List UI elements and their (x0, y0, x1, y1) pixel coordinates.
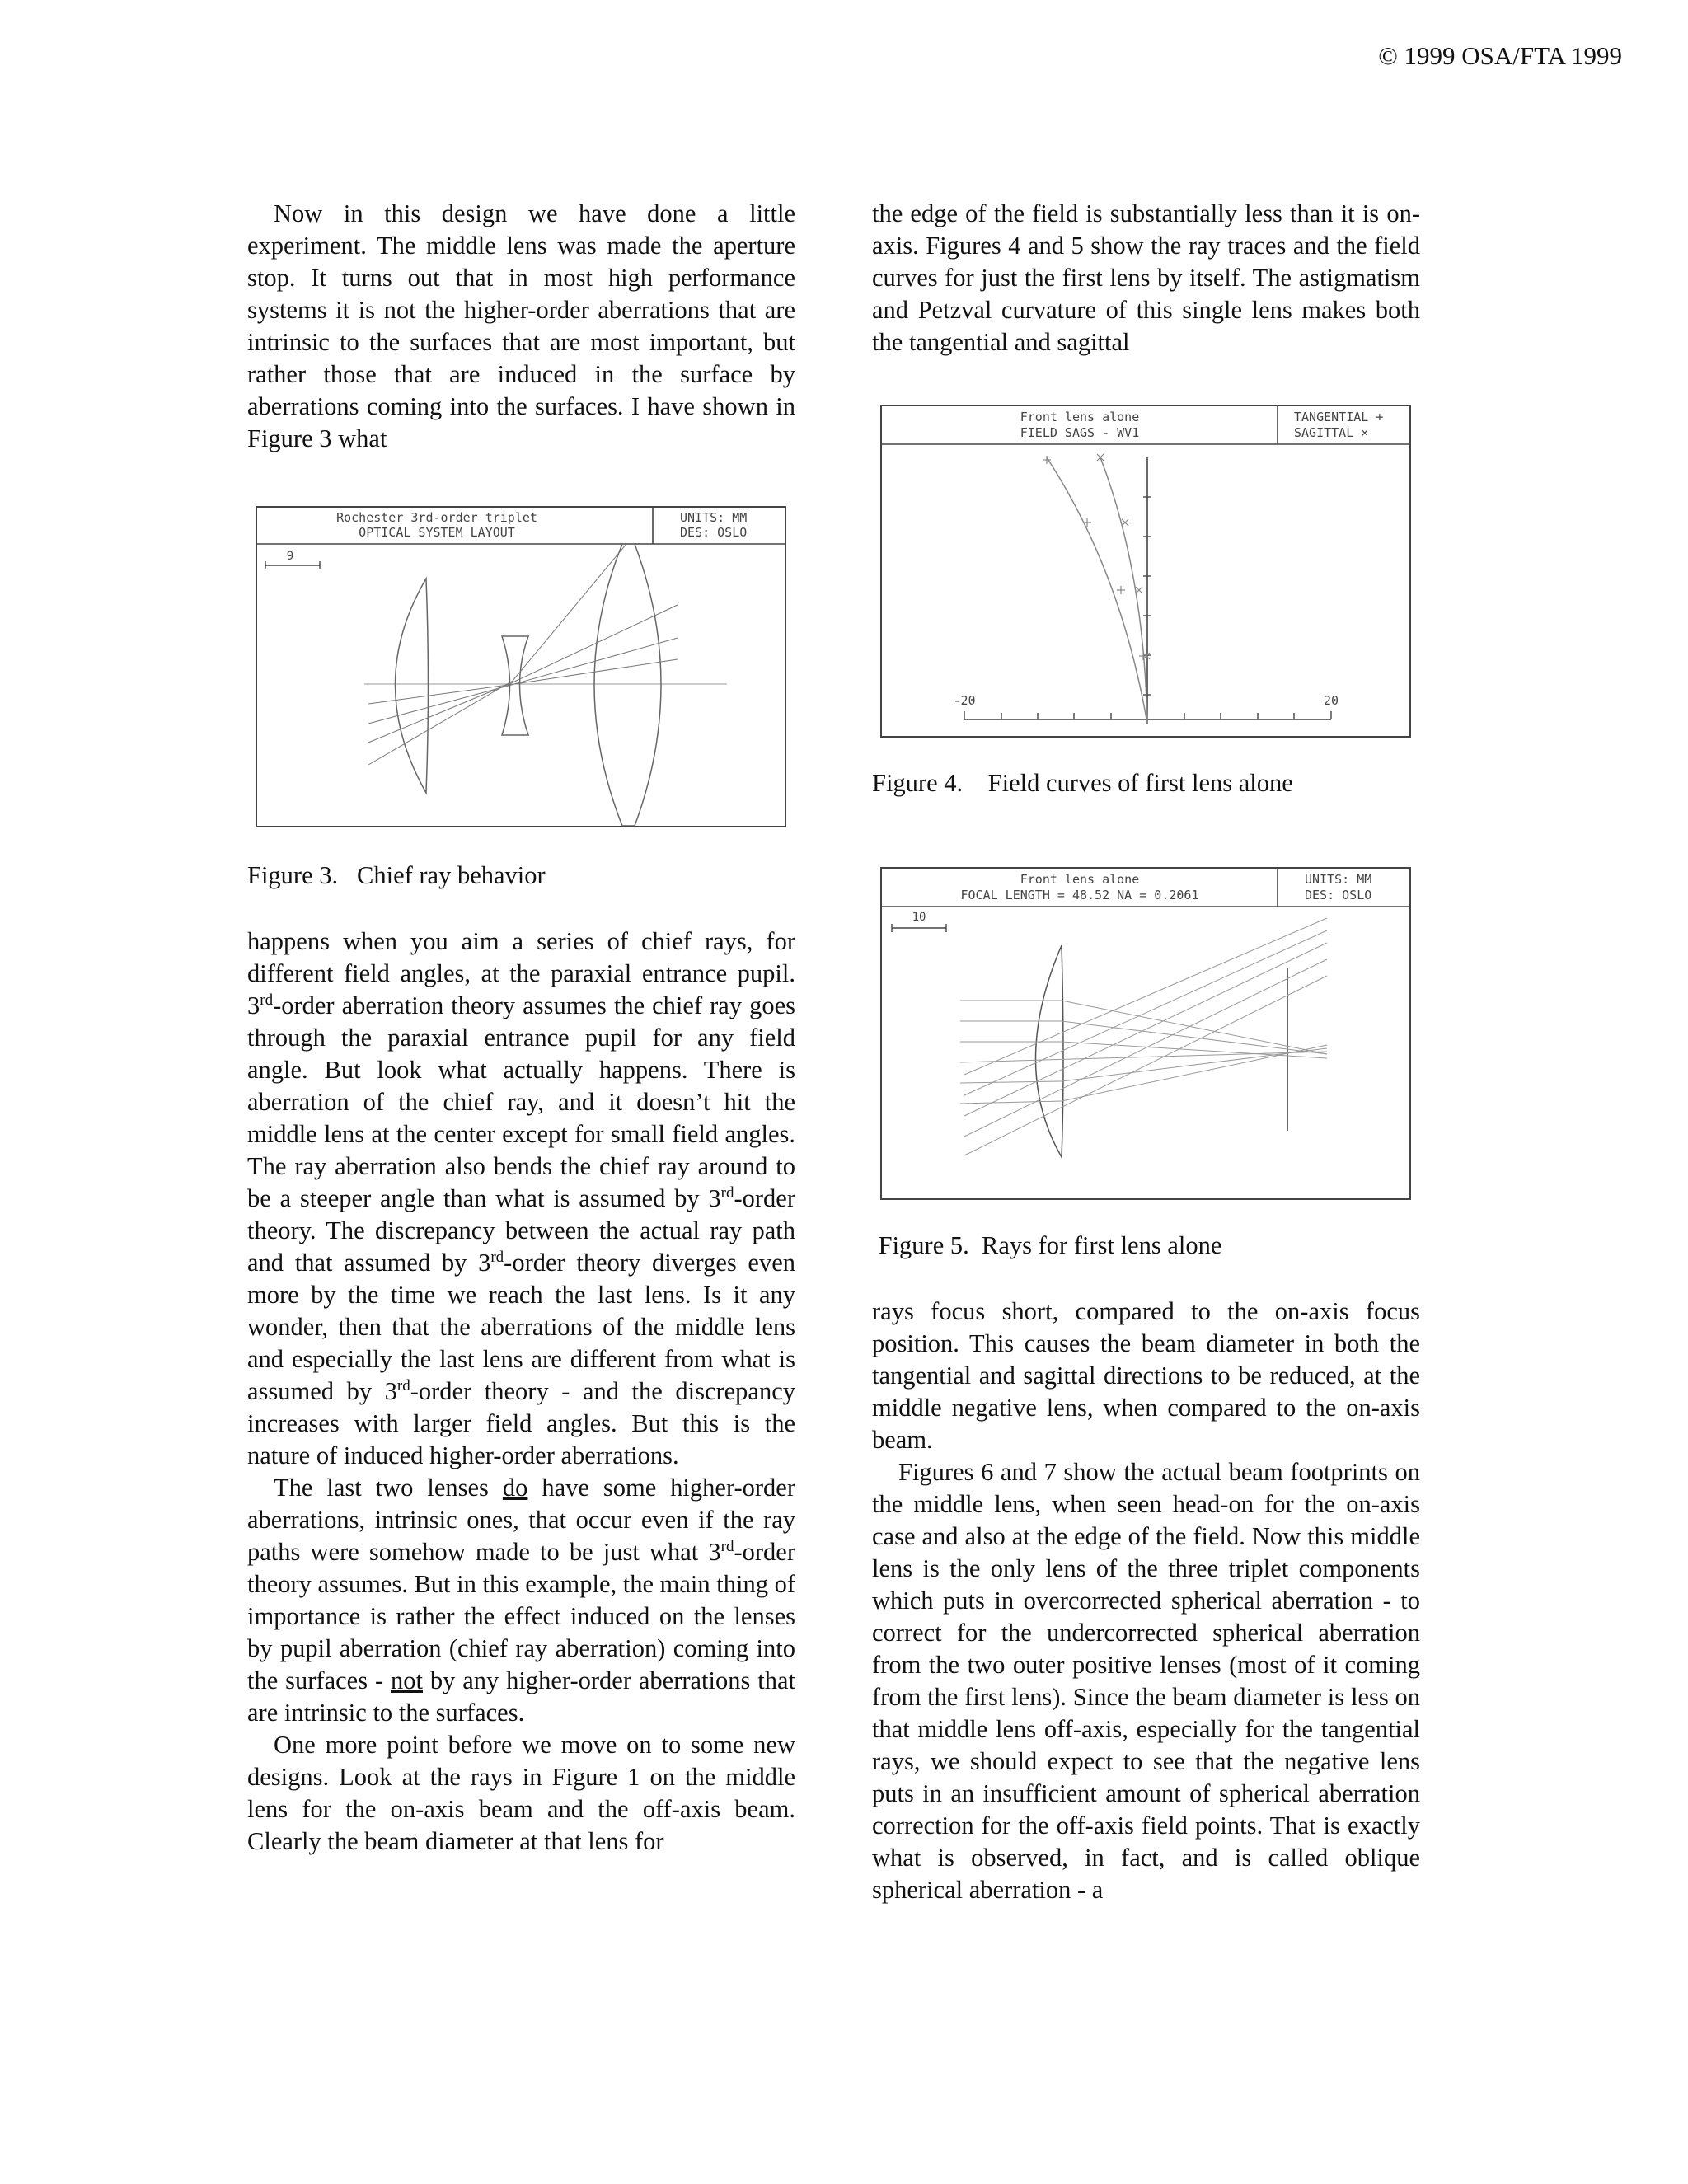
figure-5-caption: Figure 5. Rays for first lens alone (872, 1231, 1222, 1259)
figure-5-drawing (882, 869, 1409, 1198)
fig3-lenses (396, 544, 662, 826)
paragraph: Now in this design we have done a little experiment. The middle lens was made the aperture stop. It turns out that in most high performance systems it is not the higher-order aberrations that are intrinsic to the surfaces that are most important, but rather those that are induced in the surface by aberrations coming into the surfaces. I have shown in Figure 3 what (247, 199, 795, 452)
paragraph: One more point before we move on to some new designs. Look at the rays in Figure 1 on the middle lens for the on-axis beam and the off-axis beam. Clearly the beam diameter at that lens for (247, 1731, 795, 1855)
fig4-legend-sagittal: SAGITTAL × (1294, 425, 1369, 440)
fig4-tangential-curve (1047, 457, 1147, 724)
figure-3-optical-layout (256, 506, 786, 827)
figure-4-field-curves (880, 405, 1411, 738)
fig3-designer: DES: OSLO (680, 525, 748, 540)
fig4-tangential-markers (1043, 456, 1147, 660)
fig5-rays (960, 918, 1327, 1155)
fig5-lens (1036, 945, 1064, 1157)
fig3-units: UNITS: MM (680, 510, 748, 525)
fig5-scale-label: 10 (912, 911, 926, 924)
figure-5-ray-trace (880, 867, 1411, 1200)
figure-4-drawing (882, 406, 1409, 736)
copyright-notice: © 1999 OSA/FTA 1999 (1378, 41, 1622, 70)
figure-3-caption: Figure 3. Chief ray behavior (247, 861, 546, 889)
column-left-bottom (247, 926, 795, 1858)
fig4-title-line2: FIELD SAGS - WV1 (1020, 425, 1140, 440)
paragraph: The last two lenses do have some higher-order aberrations, intrinsic ones, that occur even if the ray paths were somehow made to be just what 3rd-order theory assumes. But in this example, the main thing of importance is rather the effect induced on the lenses by pupil aberration (chief ray aberration) coming into the surfaces - not by any higher-order aberrations that are intrinsic to the surfaces. (247, 1474, 795, 1727)
fig5-scale-bar (892, 924, 946, 932)
paragraph: happens when you aim a series of chief rays, for different field angles, at the paraxial entrance pupil. 3rd-order aberration theory assumes the chief ray goes through the paraxial entrance pupil for any field angle. But look what actually happens. There is aberration of the chief ray, and it doesn’t hit the middle lens at the center except for small field angles. The ray aberration also bends the chief ray around to be a steeper angle than what is assumed by 3rd-order theory. The discrepancy between the actual ray path and that assumed by 3rd-order theory diverges even more by the time we reach the last lens. Is it any wonder, then that the aberrations of the middle lens and especially the last lens are different from what is assumed by 3rd-order theory - and the discrepancy increases with larger field angles. But this is the nature of induced higher-order aberrations. (247, 927, 795, 1469)
fig5-units: UNITS: MM (1305, 872, 1372, 887)
figure-4-caption: Figure 4. Field curves of first lens alone (872, 769, 1293, 797)
paragraph: the edge of the field is substantially less than it is on-axis. Figures 4 and 5 show the ray traces and the field curves for just the first lens by itself. The astigmatism and Petzval curvature of this single lens makes both the tangential and sagittal (872, 199, 1420, 356)
column-right-bottom (872, 1296, 1420, 1906)
column-right-top (872, 198, 1420, 359)
fig3-scale-label: 9 (286, 550, 294, 563)
paragraph: rays focus short, compared to the on-axis focus position. This causes the beam diameter in both the tangential and sagittal directions to be reduced, at the middle negative lens, when compared to the on-axis beam. (872, 1297, 1420, 1454)
figure-3-drawing (257, 508, 785, 826)
fig5-title-line2: FOCAL LENGTH = 48.52 NA = 0.2061 (960, 888, 1199, 902)
fig4-xmax-label: 20 (1323, 693, 1339, 708)
fig4-title-line1: Front lens alone (1020, 410, 1140, 424)
fig4-xmin-label: -20 (953, 693, 976, 708)
paragraph: Figures 6 and 7 show the actual beam footprints on the middle lens, when seen head-on for the on-axis case and also at the edge of the field. Now this middle lens is the only lens of the three triplet components which puts in overcorrected spherical aberration - to correct for the undercorrected spherical aberration from the two outer positive lenses (most of it coming from the first lens). Since the beam diameter is less on that middle lens off-axis, especially for the tangential rays, we should expect to see that the negative lens puts in an insufficient amount of spherical aberration correction for the off-axis field points. That is exactly what is observed, in fact, and is called oblique spherical aberration - a (872, 1458, 1420, 1904)
fig4-legend-tangential: TANGENTIAL + (1294, 410, 1384, 424)
fig3-title-line2: OPTICAL SYSTEM LAYOUT (359, 525, 515, 540)
fig4-sagittal-markers (1097, 454, 1150, 659)
fig3-title-line1: Rochester 3rd-order triplet (336, 510, 537, 525)
fig5-designer: DES: OSLO (1305, 888, 1372, 902)
column-left-top (247, 198, 795, 455)
fig5-title-line1: Front lens alone (1020, 872, 1140, 887)
